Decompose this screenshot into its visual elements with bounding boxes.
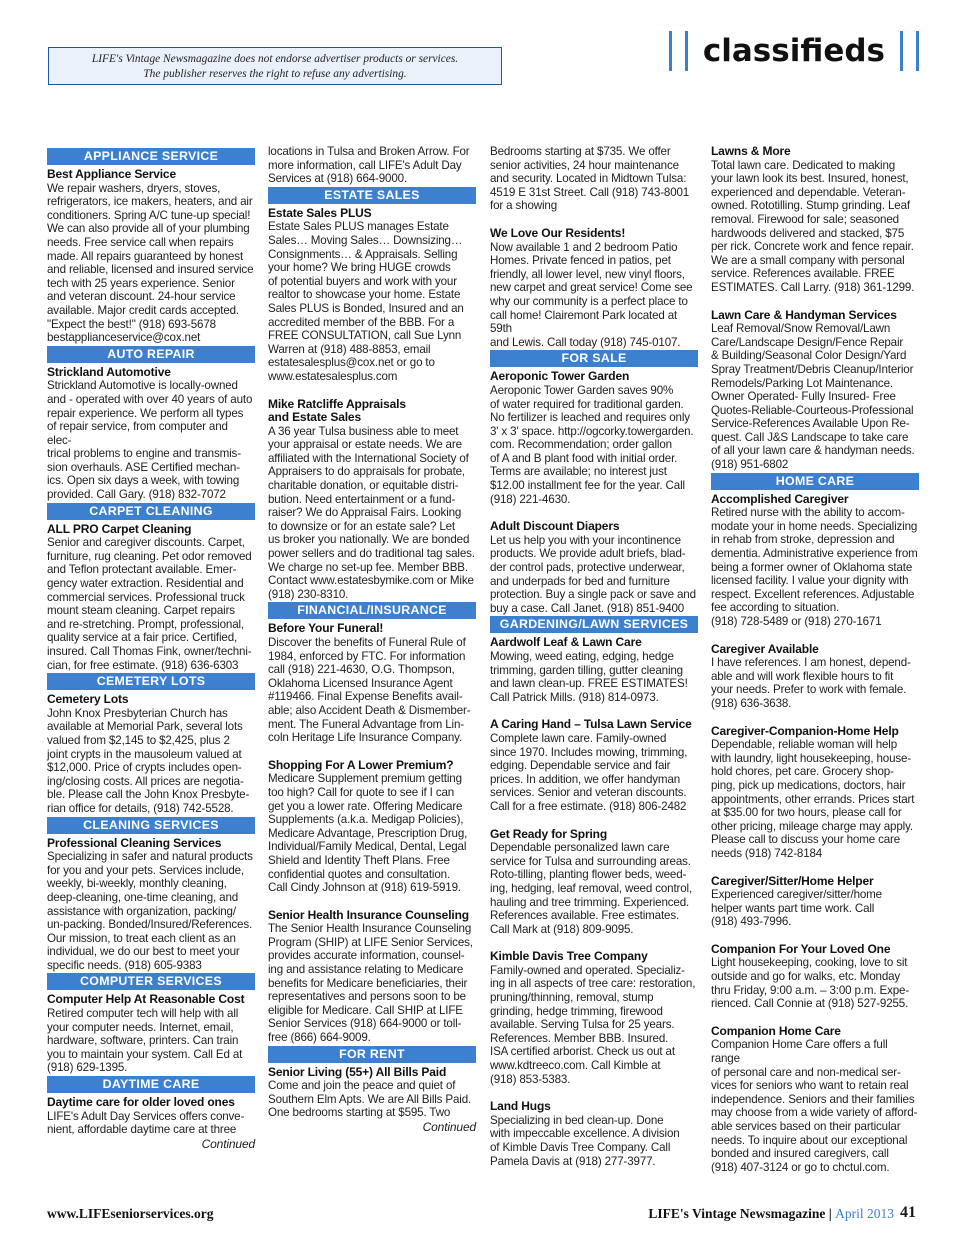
category-heading: APPLIANCE SERVICE xyxy=(47,148,255,165)
ad-body: Experienced caregiver/sitter/home helper wants part time work. Call (918) 493-7996. xyxy=(711,888,882,929)
ad-body: We repair washers, dryers, stoves, refrigerators, ice makers, heaters, and air conditioners. Spring A/C tune-up special! We can also provide all of your plumbing needs. Free service call when repairs made. All repairs guaranteed by honest and reliable, licensed and insured service tech with 25 years experience. Senior and veteran discount. 24-hour service available. Major credit cards accepted. "Expect the best!" (918) 693-5678 bestapplianceservice@cox.net xyxy=(47,181,254,345)
ad-title: A Caring Hand – Tulsa Lawn Service xyxy=(490,717,692,732)
classified-ad xyxy=(268,1066,476,1120)
classified-ad xyxy=(268,909,476,1045)
classified-ad xyxy=(711,1025,919,1175)
header-bars-left xyxy=(666,31,691,71)
ad-body: LIFE's Adult Day Services offers conve- nient, affordable daytime care at three xyxy=(47,1109,245,1137)
ad-body: Strickland Automotive is locally-owned and - operated with over 40 years of auto repair experience. We perform all types of repair service, from computer and elec- trical problems to engine and transmis- sion overhauls. ASE Certified mechan- ics. Open six days a week, with towing provided. Call Gary. (918) 832-7072 xyxy=(47,379,253,502)
classified-ad xyxy=(268,207,476,384)
ad-body: Complete lawn care. Family-owned since 1970. Includes mowing, trimming, edging. Dependable service and fair prices. In addition, we offer handyman services. Senior and veteran discounts. Call for a free estimate. (918) 806-2482 xyxy=(490,731,688,813)
ad-body: Dependable, reliable woman will help with laundry, light housekeeping, house- hold chores, pet care. Grocery shop- ping, pick up medications, doctors, hair appointments, other errands. Prices start at $35.00 for two hours, please call for other pricing, mileage charge may apply. Please call to discuss your home care needs (918) 742-8184 xyxy=(711,738,915,860)
ad-title: Caregiver Available xyxy=(711,641,819,656)
classified-ad xyxy=(490,520,698,615)
ad-title: Land Hugs xyxy=(490,1099,551,1114)
ad-body: Senior and caregiver discounts. Carpet, furniture, rug cleaning. Pet odor removed and Teflon protectant available. Emer- gency water extraction. Residential and commercial services. Professional truck mount steam cleaning. Carpet repairs and re-stretching. Prompt, professional, quality service at a fair price. Certified, insured. Call Thomas Fink, owner/techni- cian, for free estimate. (918) 636-6303 xyxy=(47,536,252,672)
classified-ad xyxy=(490,370,698,506)
ad-title: Before Your Funeral! xyxy=(268,621,384,636)
classified-ad xyxy=(490,950,698,1086)
header-bars-right xyxy=(897,31,922,71)
ad-body: Discover the benefits of Funeral Rule of 1984, enforced by FTC. For information call (918) 221-4630, O.G. Thompson, Oklahoma Licensed Insurance Agent #119466. Final Expense Benefits avail- able; also Accident Death & Dismember- ment. The Funeral Advantage from Lin- coln Heritage Life Insurance Company. xyxy=(268,636,471,745)
ad-title: Aardwolf Leaf & Lawn Care xyxy=(490,635,642,650)
ad-title: Adult Discount Diapers xyxy=(490,519,620,534)
ad-title: Caregiver/Sitter/Home Helper xyxy=(711,873,874,888)
classified-ad xyxy=(711,725,919,861)
category-heading: CARPET CLEANING xyxy=(47,503,255,520)
classified-ad xyxy=(268,759,476,895)
classified-ad xyxy=(490,828,698,937)
category-heading: DAYTIME CARE xyxy=(47,1076,255,1093)
ad-title: Caregiver-Companion-Home Help xyxy=(711,723,899,738)
classified-ad xyxy=(711,875,919,929)
column-2 xyxy=(268,145,476,1135)
ad-body: Leaf Removal/Snow Removal/Lawn Care/Landscape Design/Fence Repair & Building/Seasonal Color Design/Yard Spray Treatment/Debris Cleanup/Interior Remodels/Parking Lot Maintenance. Owner Operated- Fully Insured- Free Quotes-Reliable-Courteous-Professional Service-References Available Upon Re- quest. Call J&S Landscape to take care of all your lawn care & handyman needs. (918) 951-6802 xyxy=(711,322,915,472)
ad-title: Senior Health Insurance Counseling xyxy=(268,907,469,922)
column-1 xyxy=(47,145,255,1151)
ad-body: Mowing, weed eating, edging, hedge trimming, garden tilling, gutter cleaning and lawn clean-up. FREE ESTIMATES! Call Patrick Mills. (918) 814-0973. xyxy=(490,650,688,704)
ad-title: Estate Sales PLUS xyxy=(268,205,372,220)
category-heading: FOR RENT xyxy=(268,1046,476,1063)
ad-body: Come and join the peace and quiet of Southern Elm Apts. We are All Bills Paid. One bedrooms starting at $595. Two xyxy=(268,1079,472,1120)
category-heading: FOR SALE xyxy=(490,350,698,367)
issue-date: April 2013 xyxy=(835,1206,894,1221)
classified-ad xyxy=(47,993,255,1075)
ad-title: Mike Ratcliffe Appraisals and Estate Sales xyxy=(268,396,406,425)
ad-title: Lawn Care & Handyman Services xyxy=(711,307,897,322)
classified-ad xyxy=(47,168,255,345)
ad-body: Dependable personalized lawn care service for Tulsa and surrounding areas. Roto-tilling, planting flower beds, weed- ing, hedging, leaf removal, weed control, hauling and tree trimming. Experienced. References available. Free estimates. Call Mark at (918) 809-9095. xyxy=(490,841,693,936)
ad-body: Light housekeeping, cooking, love to sit outside and go for walks, etc. Monday thru Friday, 9:00 a.m. – 3:00 p.m. Expe- rienced. Call Connie at (918) 527-9255. xyxy=(711,956,910,1011)
ad-title: Strickland Automotive xyxy=(47,364,171,379)
category-heading: HOME CARE xyxy=(711,473,919,490)
category-heading: CLEANING SERVICES xyxy=(47,817,255,834)
category-heading: AUTO REPAIR xyxy=(47,346,255,363)
footer-separator: | xyxy=(828,1206,832,1221)
classified-ad xyxy=(711,493,919,629)
classified-ad xyxy=(47,837,255,973)
ad-title: Get Ready for Spring xyxy=(490,826,608,841)
ad-body: Retired computer tech will help with all your computer needs. Internet, email, hardware, software, printers. Can train you to maintain your system. Call Ed at (918) 629-1395. xyxy=(47,1007,243,1075)
classified-ad xyxy=(47,366,255,502)
classified-ad xyxy=(490,1100,698,1168)
ad-body: locations in Tulsa and Broken Arrow. For more information, call LIFE's Adult Day Services at (918) 664-9000. xyxy=(268,145,470,186)
ad-title: Kimble Davis Tree Company xyxy=(490,949,648,964)
footer-publication xyxy=(648,1206,894,1222)
classified-ad xyxy=(490,718,698,813)
classified-ad xyxy=(47,523,255,673)
ad-body: Specializing in safer and natural products for you and your pets. Services include, weekly, bi-weekly, monthly cleaning, deep-cleaning, one-time cleaning, and assistance with organization, packing/ un-packing. Bonded/Insured/References. Our mission, to treat each client as an individual, we do our best to meet your specific needs. (918) 605-9383 xyxy=(47,850,253,972)
ad-title: Senior Living (55+) All Bills Paid xyxy=(268,1064,447,1079)
ad-body: I have references. I am honest, depend- able and will work flexible hours to fit your needs. Prefer to work with female. (918) 636-3638. xyxy=(711,656,911,710)
category-heading: COMPUTER SERVICES xyxy=(47,973,255,990)
ad-title: Best Appliance Service xyxy=(47,167,176,181)
ad-body: Bedrooms starting at $735. We offer senior activities, 24 hour maintenance and security. Located in Midtown Tulsa: 4519 E 31st Street. Call (918) 743-8001 for a showing xyxy=(490,145,690,213)
page-number: 41 xyxy=(900,1204,916,1221)
ad-body: Medicare Supplement premium getting too high? Call for quote to see if I can get you a lower rate. Offering Medicare Supplements (a.k.a. Medigap Policies), Medicare Advantage, Prescription Drug, Individual/Family Medical, Dental, Legal Shield and Identity Theft Plans. Free confidential quotes and consultation. Call Cindy Johnson at (918) 619-5919. xyxy=(268,772,468,895)
classified-ad xyxy=(268,398,476,602)
ad-body: Total lawn care. Dedicated to making your lawn look its best. Insured, honest, experienced and dependable. Veteran- owned. Rototilling. Stump grinding. Leaf removal. Firewood for sale; seasoned hardwoods delivered and stacked, $75 per rick. Concrete work and fence repair. We are a small company with personal service. References available. FREE ESTIMATES. Call Larry. (918) 361-1299. xyxy=(711,158,915,294)
classified-ad xyxy=(47,693,255,815)
ad-body: A 36 year Tulsa business able to meet your appraisal or estate needs. We are affiliated with the International Society of Appraisers to do appraisals for probate, charitable donation, or equitable distri- bution. Need entertainment or a fund- raiser? We do Appraisal Fairs. Looking to downsize or for an estate sale? Let us broker you nationally. We are bonded power sellers and do traditional tag sales. We charge no set-up fee. Member BBB. Contact www.estatesbymike.com or Mike (918) 230-8310. xyxy=(268,424,475,601)
category-heading: ESTATE SALES xyxy=(268,187,476,204)
classified-ad xyxy=(711,309,919,472)
ad-body: Companion Home Care offers a full range of personal care and non-medical ser- vices for seniors who want to retain real independence. Seniors and their families may choose from a wide variety of afford- able services based on their particular needs. To inquire about our exceptional bonded and insured caregivers, call (918) 407-3124 or go to chctul.com. xyxy=(711,1038,918,1174)
continued-label: Continued xyxy=(201,1136,255,1151)
classified-ad xyxy=(490,636,698,704)
classified-ad xyxy=(711,145,919,295)
footer-website[interactable]: www.LIFEseniorservices.org xyxy=(47,1206,214,1221)
column-4 xyxy=(711,145,919,1175)
ad-body: Now available 1 and 2 bedroom Patio Homes. Private fenced in patios, pet friendly, all lower level, new vinyl floors, new carpet and great service! Come see why our community is a perfect place to call home! Clairemont Park located at 59th and Lewis. Call today (918) 745-0107. xyxy=(490,240,693,349)
category-heading: CEMETERY LOTS xyxy=(47,673,255,690)
ad-body: Estate Sales PLUS manages Estate Sales… Moving Sales… Downsizing… Consignments… & Appraisals. Selling your home? We bring HUGE crowds of potential buyers and work with your realtor to showcase your home. Estate Sales PLUS is Bonded, Insured and an accredited member of the BBB. For a FREE CONSULTATION, call Sue Lynn Warren at (918) 488-8853, email estatesalesplus@cox.net or go to www.estatesalesplus.com xyxy=(268,220,464,383)
section-header xyxy=(654,28,934,74)
classified-ad xyxy=(711,943,919,1011)
classified-ad xyxy=(490,227,698,349)
ad-body: John Knox Presbyterian Church has available at Memorial Park, several lots valued from $2,145 to $2,425, plus 2 joint crypts in the mausoleum valued at $12,000. Price of crypts includes open- ing/closing costs. All prices are negotia- ble. Please call the John Knox Presbyte- rian office for details, (918) 742-5528. xyxy=(47,706,250,815)
classified-ad xyxy=(268,622,476,744)
category-heading: GARDENING/LAWN SERVICES xyxy=(490,616,698,633)
publication-name: LIFE's Vintage Newsmagazine xyxy=(648,1206,826,1221)
ad-body: Family-owned and operated. Specializ- ing in all aspects of tree care: restoration, pruning/thinning, removal, stump grinding, hedge trimming, firewood available. Serving Tulsa for 25 years. References. Member BBB. Insured. ISA certified arborist. Check us out at www.kdtreeco.com. Call Kimble at (918) 853-5383. xyxy=(490,963,696,1086)
category-heading: FINANCIAL/INSURANCE xyxy=(268,602,476,619)
ad-body: Let us help you with your incontinence products. We provide adult briefs, blad- der control pads, protective underwear, and underpads for bed and furniture protection. Buy a single pack or save and buy a case. Call Janet. (918) 851-9400 xyxy=(490,533,696,615)
disclaimer-box xyxy=(48,47,502,85)
disclaimer-line-2: The publisher reserves the right to refuse any advertising. xyxy=(143,68,407,80)
ad-title: Cemetery Lots xyxy=(47,692,129,707)
ad-body: The Senior Health Insurance Counseling Program (SHIP) at LIFE Senior Services, provides accurate information, counsel- ing and assistance relating to Medicare benefits for Medicare beneficiaries, their representatives and persons soon to be eligible for Medicare. Call SHIP at LIFE Senior Services (918) 664-9000 or toll- free (866) 664-9009. xyxy=(268,922,473,1045)
classified-ad xyxy=(268,145,476,186)
ad-title: We Love Our Residents! xyxy=(490,225,626,240)
disclaimer-line-1: LIFE's Vintage Newsmagazine does not endorse advertiser products or services. xyxy=(91,53,459,65)
ad-title: Companion For Your Loved One xyxy=(711,941,891,956)
section-title: classifieds xyxy=(702,33,885,69)
ad-title: Professional Cleaning Services xyxy=(47,835,222,850)
ad-title: Shopping For A Lower Premium? xyxy=(268,757,454,772)
ad-body: Retired nurse with the ability to accom- modate your in home needs. Specializing in rehab from stroke, depression and dementia. Administrative experience from being a former owner of Oklahoma state licensed facility. I value your dignity with respect. Excellent references. Adjustable fee according to situation. (918) 728-5489 or (918) 270-1671 xyxy=(711,506,918,628)
ad-body: Aeroponic Tower Garden saves 90% of water required for traditional garden. No fertilizer is leached and requires only 3' x 3' space. http://ogcorky.towergarden. com. Recommendation; order gallon of A and B plant food with initial order. Terms are available; no interest just $12.00 installment fee for the year. Call (918) 221-4630. xyxy=(490,383,694,506)
ad-title: Aeroponic Tower Garden xyxy=(490,369,630,384)
ad-body: Specializing in bed clean-up. Done with impeccable excellence. A division of Kimble Davis Tree Company. Call Pamela Davis at (918) 277-3977. xyxy=(490,1113,680,1168)
ad-title: Lawns & More xyxy=(711,144,791,158)
column-3 xyxy=(490,145,698,1169)
ad-title: Daytime care for older loved ones xyxy=(47,1095,235,1110)
classified-ad xyxy=(490,145,698,213)
ad-title: ALL PRO Carpet Cleaning xyxy=(47,521,192,536)
ad-title: Companion Home Care xyxy=(711,1023,841,1038)
classified-ad xyxy=(711,643,919,711)
classified-ad xyxy=(47,1096,255,1137)
ad-title: Computer Help At Reasonable Cost xyxy=(47,992,245,1007)
ad-title: Accomplished Caregiver xyxy=(711,491,849,506)
continued-label: Continued xyxy=(422,1120,476,1134)
